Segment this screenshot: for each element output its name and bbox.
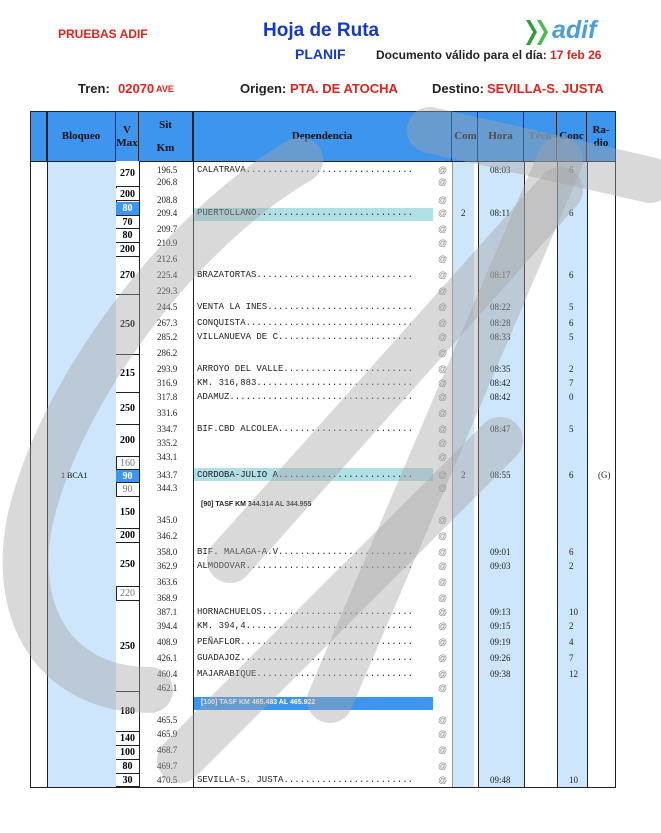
- header-sit-km: [139, 112, 193, 161]
- km-value: 368.9: [157, 593, 178, 603]
- station-hora: 08:35: [490, 364, 511, 374]
- km-value: 334.7: [157, 424, 178, 434]
- at-icon: @: [438, 470, 448, 480]
- at-icon: @: [438, 775, 448, 785]
- origen-value: PTA. DE ATOCHA: [290, 81, 398, 96]
- km-value: 346.2: [157, 531, 178, 541]
- at-icon: @: [438, 438, 448, 448]
- station-hora: 09:26: [490, 653, 511, 663]
- speed-cell: 220: [116, 587, 139, 601]
- km-value: 225.4: [157, 270, 178, 280]
- station-com: 2: [461, 208, 466, 218]
- at-icon: @: [438, 483, 448, 493]
- km-value: 394.4: [157, 621, 178, 631]
- km-value: 470.5: [157, 775, 178, 785]
- speed-cell: 200: [116, 425, 139, 457]
- logo-text: adif: [552, 16, 597, 44]
- station-hora: 08:55: [490, 470, 511, 480]
- km-value: 317.8: [157, 392, 178, 402]
- station-conc: 5: [569, 424, 574, 434]
- km-value: 363.6: [157, 577, 178, 587]
- at-icon: @: [438, 348, 448, 358]
- at-icon: @: [438, 364, 448, 374]
- km-value: 286.2: [157, 348, 178, 358]
- at-icon: @: [438, 669, 448, 679]
- km-value: 196.5: [157, 165, 178, 175]
- tren-value: 02070: [118, 81, 155, 96]
- station-name: HORNACHUELOS............................: [197, 607, 414, 617]
- header-km: Km: [156, 141, 175, 154]
- station-name: BIF. MALAGA-A.V.........................: [197, 547, 414, 557]
- at-icon: @: [438, 515, 448, 525]
- station-hora: 08:03: [490, 165, 511, 175]
- km-value: 229.3: [157, 286, 178, 296]
- speed-cell: 80: [116, 229, 139, 243]
- station-conc: 10: [569, 775, 578, 785]
- speed-cell: 250: [116, 393, 139, 425]
- page-subtitle: PLANIF: [295, 46, 346, 62]
- station-conc: 7: [569, 378, 574, 388]
- station-hora: 08:17: [490, 270, 511, 280]
- at-icon: @: [438, 332, 448, 342]
- at-icon: @: [438, 224, 448, 234]
- speed-cell: 250: [116, 601, 139, 692]
- header-bloqueo: Bloqueo: [47, 112, 116, 161]
- at-icon: @: [438, 637, 448, 647]
- km-value: 209.7: [157, 224, 178, 234]
- speed-cell: 80: [116, 202, 139, 216]
- station-conc: 6: [569, 270, 574, 280]
- station-hora: 08:11: [490, 208, 511, 218]
- station-conc: 10: [569, 607, 578, 617]
- speed-cell: 30: [116, 774, 139, 787]
- origen-label: Origen:: [240, 81, 287, 96]
- adif-logo: [524, 15, 624, 49]
- station-hora: 09:13: [490, 607, 511, 617]
- station-name: ALMODOVAR...............................: [197, 561, 414, 571]
- station-hora: 09:03: [490, 561, 511, 571]
- speed-cell: 215: [116, 355, 139, 393]
- page-title: Hoja de Ruta: [263, 20, 380, 41]
- header-tecn: Técn: [524, 112, 557, 161]
- at-icon: @: [438, 208, 448, 218]
- km-value: 267.3: [157, 318, 178, 328]
- station-hora: 09:01: [490, 547, 511, 557]
- station-name: BRAZATORTAS.............................: [197, 270, 414, 280]
- tren-label: Tren:: [78, 81, 110, 96]
- at-icon: @: [438, 302, 448, 312]
- at-icon: @: [438, 593, 448, 603]
- speed-cell: 100: [116, 746, 139, 760]
- station-conc: 5: [569, 332, 574, 342]
- km-value: 469.7: [157, 761, 178, 771]
- station-hora: 08:42: [490, 378, 511, 388]
- km-value: 468.7: [157, 745, 178, 755]
- bloqueo-text: BCA: [67, 471, 84, 480]
- station-conc: 7: [569, 653, 574, 663]
- header-conc: Conc: [557, 112, 587, 161]
- km-value: 343.1: [157, 452, 178, 462]
- station-name: ARROYO DEL VALLE........................: [197, 364, 414, 374]
- at-icon: @: [438, 165, 448, 175]
- note-100: [100] TASF KM 465.483 AL 465.922: [201, 699, 316, 706]
- speed-cell: 140: [116, 732, 139, 746]
- at-icon: @: [438, 653, 448, 663]
- at-icon: @: [438, 195, 448, 205]
- km-value: 331.6: [157, 408, 178, 418]
- at-icon: @: [438, 408, 448, 418]
- station-name: PEÑAFLOR................................: [197, 637, 414, 647]
- km-value: 465.9: [157, 729, 178, 739]
- speed-cell: 250: [116, 295, 139, 355]
- speed-cell: 80: [116, 760, 139, 774]
- at-icon: @: [438, 761, 448, 771]
- km-value: 335.2: [157, 438, 178, 448]
- station-conc: 5: [569, 302, 574, 312]
- at-icon: @: [438, 621, 448, 631]
- speed-cell: 270: [116, 161, 139, 187]
- header-vmax: V Max: [116, 112, 139, 161]
- destino-value: SEVILLA-S. JUSTA: [487, 81, 604, 96]
- station-conc: 12: [569, 669, 578, 679]
- header-dependencia: Dependencia: [193, 112, 452, 161]
- km-value: 462.1: [157, 683, 178, 693]
- station-conc: 2: [569, 621, 574, 631]
- station-hora: 08:42: [490, 392, 511, 402]
- station-hora: 08:22: [490, 302, 511, 312]
- station-conc: 6: [569, 547, 574, 557]
- station-conc: 6: [569, 470, 574, 480]
- station-conc: 2: [569, 561, 574, 571]
- station-name: CALATRAVA...............................: [197, 165, 414, 175]
- validity-line: [376, 48, 601, 62]
- at-icon: @: [438, 452, 448, 462]
- km-value: 465.5: [157, 715, 178, 725]
- km-value: 362.9: [157, 561, 178, 571]
- station-name: CONQUISTA...............................: [197, 318, 414, 328]
- km-value: 209.4: [157, 208, 178, 218]
- station-name: BIF.CBD ALCOLEA.........................: [197, 424, 414, 434]
- station-name: GUADAJOZ................................: [197, 653, 414, 663]
- station-hora: 09:15: [490, 621, 511, 631]
- at-icon: @: [438, 729, 448, 739]
- station-name: PUERTOLLANO.............................: [197, 208, 414, 218]
- station-hora: 08:28: [490, 318, 511, 328]
- station-hora: 08:47: [490, 424, 511, 434]
- speed-cell: 70: [116, 216, 139, 229]
- at-icon: @: [438, 177, 448, 187]
- destino-label: Destino:: [432, 81, 484, 96]
- speed-cell: 250: [116, 543, 139, 587]
- at-icon: @: [438, 424, 448, 434]
- station-name: CORDOBA-JULIO A.........................: [197, 470, 414, 480]
- km-value: 316.9: [157, 378, 178, 388]
- at-icon: @: [438, 715, 448, 725]
- km-value: 208.8: [157, 195, 178, 205]
- speed-cell: 180: [116, 692, 139, 732]
- at-icon: @: [438, 607, 448, 617]
- station-name: VILLANUEVA DE C.........................: [197, 332, 414, 342]
- header-radio: Ra-dio: [587, 112, 615, 161]
- at-icon: @: [438, 683, 448, 693]
- speed-cell: 90: [116, 470, 139, 483]
- test-label: PRUEBAS ADIF: [58, 27, 148, 41]
- km-value: 244.5: [157, 302, 178, 312]
- at-icon: @: [438, 745, 448, 755]
- speed-cell: 90: [116, 483, 139, 497]
- station-conc: 2: [569, 364, 574, 374]
- km-value: 210.9: [157, 238, 178, 248]
- at-icon: @: [438, 378, 448, 388]
- km-value: 212.6: [157, 254, 178, 264]
- station-name: KM. 316,883.............................: [197, 378, 414, 388]
- header-hora: Hora: [478, 112, 524, 161]
- station-name: KM. 394,4...............................: [197, 621, 414, 631]
- km-value: 408.9: [157, 637, 178, 647]
- speed-cell: 150: [116, 497, 139, 529]
- km-value: 387.1: [157, 607, 178, 617]
- km-value: 206.8: [157, 177, 178, 187]
- km-value: 293.9: [157, 364, 178, 374]
- speed-cell: 200: [116, 188, 139, 201]
- station-conc: 0: [569, 392, 574, 402]
- speed-cell: 160: [116, 457, 139, 470]
- at-icon: @: [438, 392, 448, 402]
- at-icon: @: [438, 318, 448, 328]
- km-value: 426.1: [157, 653, 178, 663]
- station-hora: 09:48: [490, 775, 511, 785]
- at-icon: @: [438, 531, 448, 541]
- tren-type: AVE: [156, 84, 174, 94]
- at-icon: @: [438, 547, 448, 557]
- validity-date: 17 feb 26: [550, 48, 602, 62]
- header-blank: [31, 112, 47, 161]
- km-value: 358.0: [157, 547, 178, 557]
- km-value: 344.3: [157, 483, 178, 493]
- header-com: Com: [454, 130, 477, 142]
- route-table: [30, 111, 616, 788]
- station-conc: 6: [569, 208, 574, 218]
- radio-value: (G): [598, 470, 611, 480]
- station-hora: 08:33: [490, 332, 511, 342]
- speed-cell: 200: [116, 529, 139, 543]
- at-icon: @: [438, 238, 448, 248]
- station-conc: 4: [569, 637, 574, 647]
- station-hora: 09:19: [490, 637, 511, 647]
- km-value: 285.2: [157, 332, 178, 342]
- bloqueo-value: 1 BCA1: [61, 471, 88, 480]
- station-hora: 09:38: [490, 669, 511, 679]
- note-90: [90] TASF KM 344.314 AL 344.955: [201, 501, 312, 508]
- at-icon: @: [438, 270, 448, 280]
- station-conc: 6: [569, 165, 574, 175]
- station-name: MAJARABIQUE.............................: [197, 669, 414, 679]
- station-conc: 6: [569, 318, 574, 328]
- km-value: 343.7: [157, 470, 178, 480]
- speed-cell: 200: [116, 243, 139, 257]
- validity-label: Documento válido para el día:: [376, 48, 547, 62]
- km-value: 460.4: [157, 669, 178, 679]
- at-icon: @: [438, 254, 448, 264]
- at-icon: @: [438, 286, 448, 296]
- at-icon: @: [438, 561, 448, 571]
- km-value: 345.0: [157, 515, 178, 525]
- header-sit: Sit: [159, 118, 172, 131]
- station-name: VENTA LA INES...........................: [197, 302, 414, 312]
- speed-cell: 270: [116, 257, 139, 295]
- station-name: ADAMUZ..................................: [197, 392, 414, 402]
- at-icon: @: [438, 577, 448, 587]
- station-com: 2: [461, 470, 466, 480]
- station-name: SEVILLA-S. JUSTA........................: [197, 775, 414, 785]
